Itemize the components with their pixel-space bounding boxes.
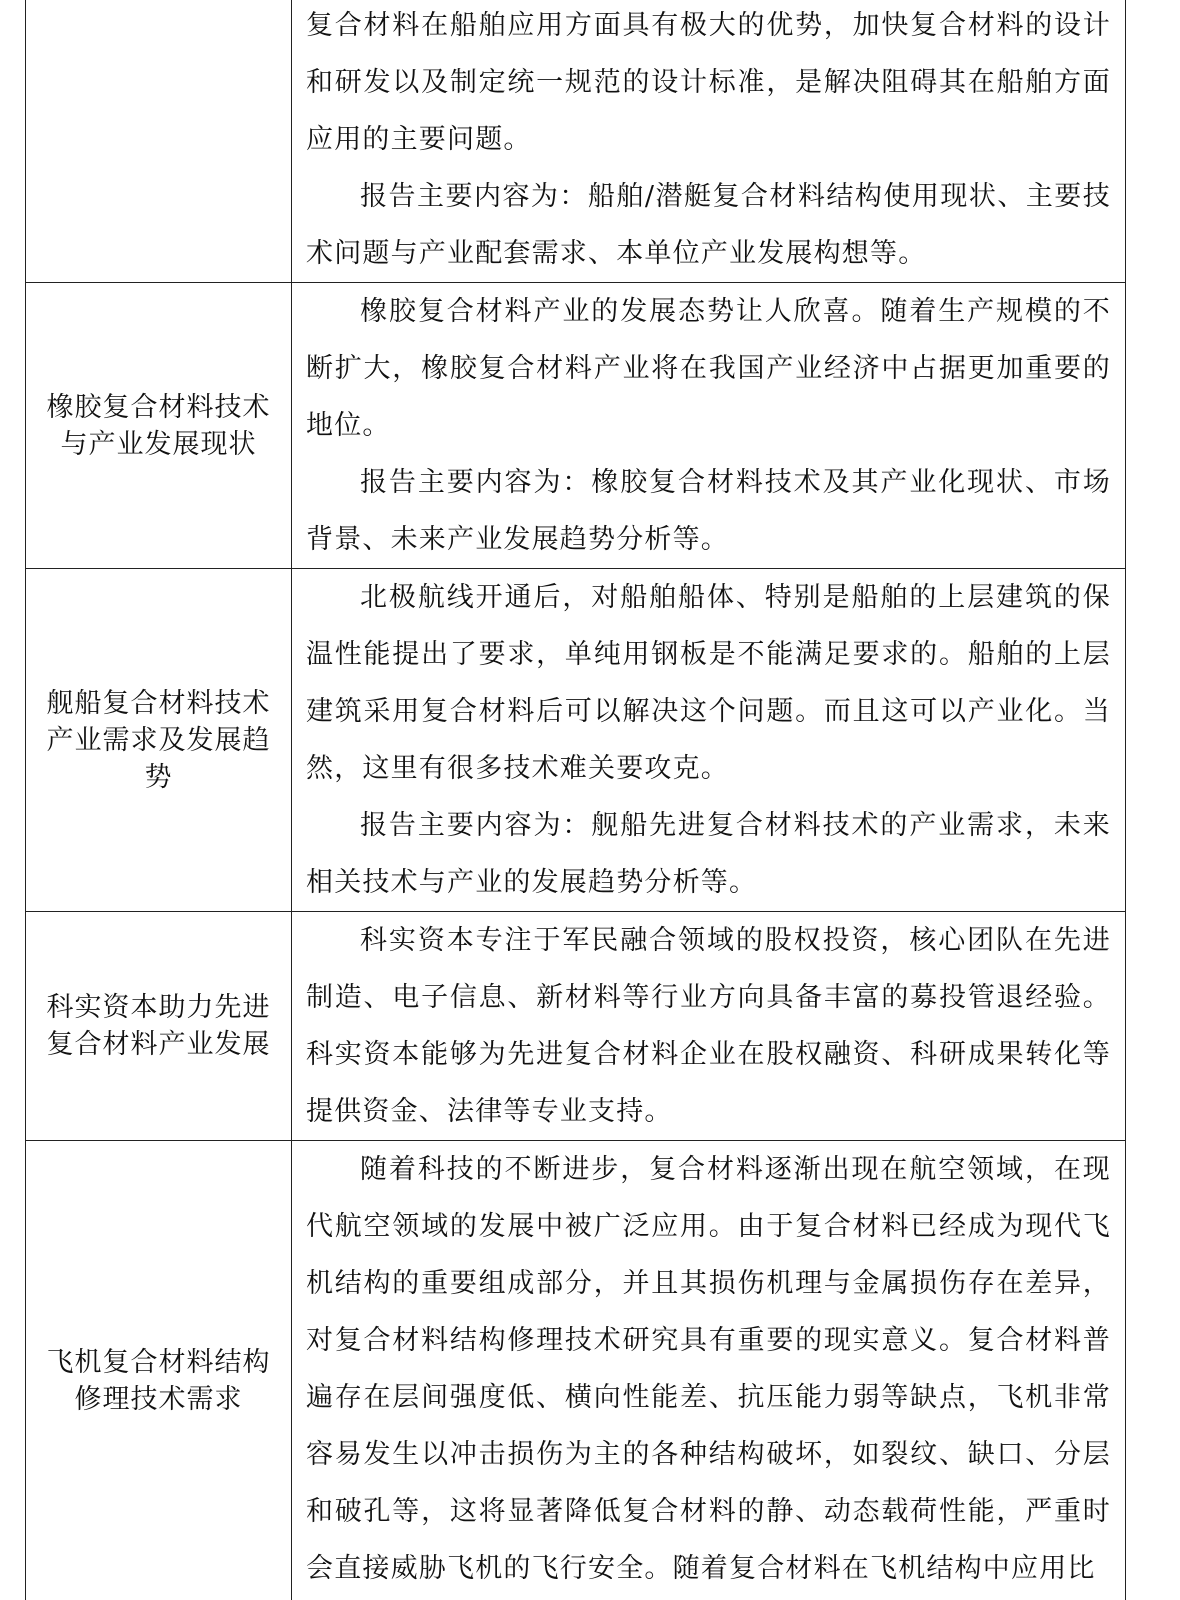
paragraph: 橡胶复合材料产业的发展态势让人欣喜。随着生产规模的不断扩大，橡胶复合材料产业将在我国产业经济中占据更加重要的地位。 (306, 296, 1111, 441)
paragraph: 科实资本专注于军民融合领域的股权投资，核心团队在先进制造、电子信息、新材料等行业方向具备丰富的募投管退经验。科实资本能够为先进复合材料企业在股权融资、科研成果转化等提供资金、法律等专业支持。 (306, 925, 1111, 1127)
paragraph: 北极航线开通后，对船舶船体、特别是船舶的上层建筑的保温性能提出了要求，单纯用钢板是不能满足要求的。船舶的上层建筑采用复合材料后可以解决这个问题。而且这可以产业化。当然，这里有很多技术难关要攻克。 (306, 582, 1111, 784)
content-cell (292, 0, 1126, 283)
topic-cell: 科实资本助力先进复合材料产业发展 (26, 912, 292, 1141)
topic-cell: 橡胶复合材料技术与产业发展现状 (26, 283, 292, 569)
table-row (26, 569, 1126, 912)
topic-cell: 舰船复合材料技术产业需求及发展趋势 (26, 569, 292, 912)
paragraph: 报告主要内容为：舰船先进复合材料技术的产业需求，未来相关技术与产业的发展趋势分析等。 (306, 810, 1111, 898)
paragraph: 随着科技的不断进步，复合材料逐渐出现在航空领域，在现代航空领域的发展中被广泛应用。由于复合材料已经成为现代飞机结构的重要组成部分，并且其损伤机理与金属损伤存在差异，对复合材料结构修理技术研究具有重要的现实意义。复合材料普遍存在层间强度低、横向性能差、抗压能力弱等缺点，飞机非常容易发生以冲击损伤为主的各种结构破坏，如裂纹、缺口、分层和破孔等，这将显著降低复合材料的静、动态载荷性能，严重时会直接威胁飞机的飞行安全。随着复合材料在飞机结构中应用比 (306, 1154, 1111, 1584)
content-cell (292, 569, 1126, 912)
topic-cell (26, 0, 292, 283)
topic-cell: 飞机复合材料结构修理技术需求 (26, 1141, 292, 1600)
report-topics-table (25, 0, 1126, 1600)
paragraph: 报告主要内容为：橡胶复合材料技术及其产业化现状、市场背景、未来产业发展趋势分析等。 (306, 467, 1111, 555)
content-cell (292, 1141, 1126, 1600)
table-row (26, 1141, 1126, 1600)
content-cell (292, 912, 1126, 1141)
paragraph: 复合材料在船舶应用方面具有极大的优势，加快复合材料的设计和研发以及制定统一规范的设计标准，是解决阻碍其在船舶方面应用的主要问题。 (306, 10, 1111, 155)
table-row (26, 283, 1126, 569)
content-cell (292, 283, 1126, 569)
table-row (26, 0, 1126, 283)
paragraph: 报告主要内容为：船舶/潜艇复合材料结构使用现状、主要技术问题与产业配套需求、本单位产业发展构想等。 (306, 181, 1111, 269)
table-row (26, 912, 1126, 1141)
